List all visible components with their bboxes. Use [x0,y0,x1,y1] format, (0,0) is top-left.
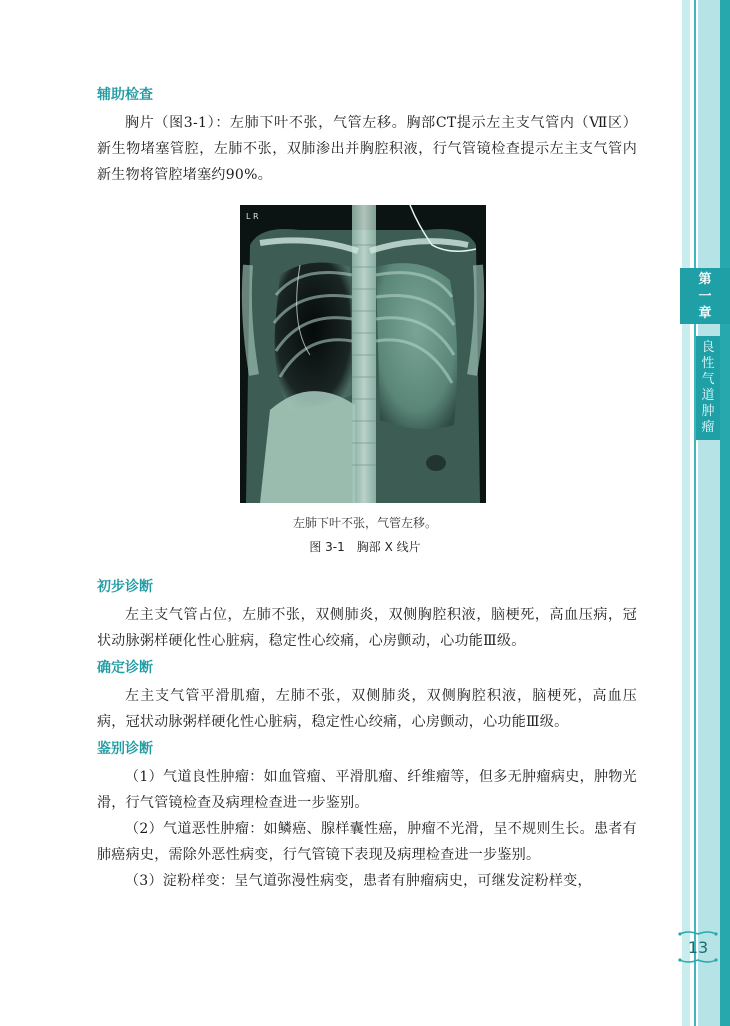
diagnosis-content [97,575,637,894]
page-edge-decoration [680,0,730,1026]
chapter-tab [680,268,730,324]
figure-caption-description: 左肺下叶不张，气管左移。 [292,516,437,530]
figure-caption-label: 图 3-1 胸部 X 线片 [309,540,421,554]
page-number-badge [678,930,718,964]
chapter-char: 第 [698,271,712,287]
main-content [97,83,637,188]
chapter-title-vertical: 良 性 气 道 肿 瘤 [696,336,720,440]
section-heading-preliminary: 初步诊断 [97,579,153,595]
xray-marker-text: L R [246,212,259,221]
page-number: 13 [687,938,709,957]
preliminary-paragraph: 左主支气管占位，左肺不张，双侧肺炎，双侧胸腔积液，脑梗死，高血压病，冠状动脉粥样硬化性心脏病，稳定性心绞痛，心房颤动，心功能Ⅲ级。 [97,607,637,649]
chapter-char: 章 [698,305,712,321]
section-heading-aux: 辅助检查 [97,87,153,103]
section-heading-confirmed: 确定诊断 [97,660,153,676]
chest-xray-image [240,205,486,503]
section-heading-differential: 鉴别诊断 [97,741,153,757]
confirmed-paragraph: 左主支气管平滑肌瘤，左肺不张，双侧肺炎，双侧胸腔积液，脑梗死，高血压病，冠状动脉粥样硬化性心脏病，稳定性心绞痛，心房颤动，心功能Ⅲ级。 [97,688,637,730]
differential-item: （2）气道恶性肿瘤：如鳞癌、腺样囊性癌，肿瘤不光滑，呈不规则生长。患者有肺癌病史，需除外恶性病变，行气管镜下表现及病理检查进一步鉴别。 [97,821,637,863]
differential-item: （3）淀粉样变：呈气道弥漫性病变，患者有肿瘤病史，可继发淀粉样变， [125,873,592,889]
differential-item: （1）气道良性肿瘤：如血管瘤、平滑肌瘤、纤维瘤等，但多无肿瘤病史，肿物光滑，行气管镜检查及病理检查进一步鉴别。 [97,769,637,811]
aux-paragraph: 胸片（图3-1）：左肺下叶不张，气管左移。胸部CT提示左主支气管内（Ⅶ区）新生物堵塞管腔，左肺不张，双肺渗出并胸腔积液，行气管镜检查提示左主支气管内新生物将管腔堵塞约90%。 [97,115,637,183]
chapter-char: 一 [698,288,712,304]
